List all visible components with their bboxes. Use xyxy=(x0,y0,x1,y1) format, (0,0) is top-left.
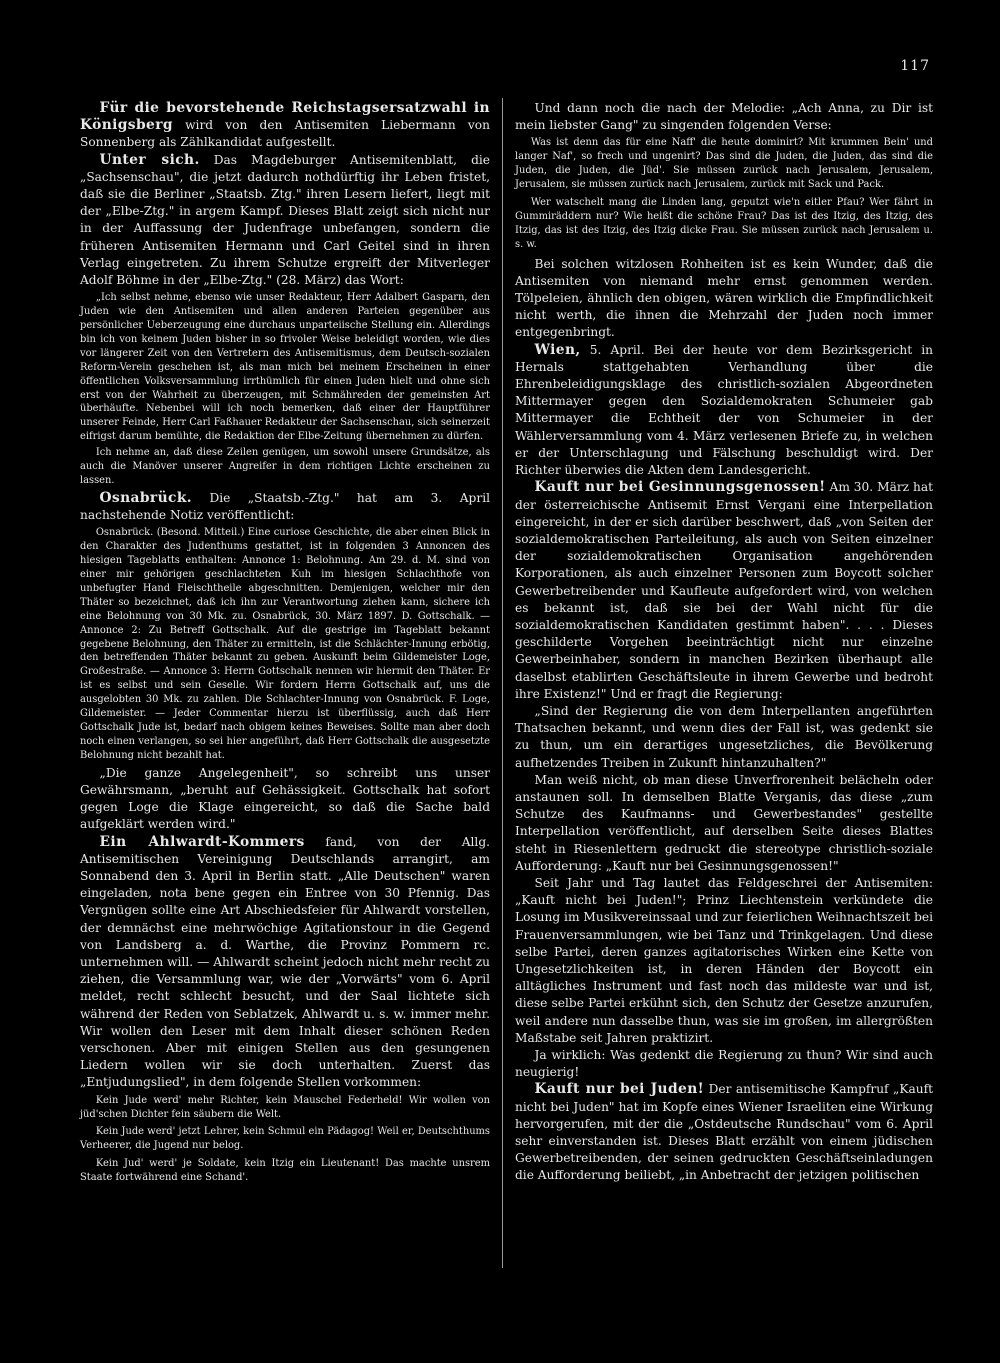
text-wien: 5. April. Bei der heute vor dem Bezirksgericht in Hernals stattgehabten Verhandlung über die Ehrenbeleidigungsklage des christlich-sozialen Abgeordneten Mittermayer gegen den Sozialdemokraten Schumeier gab Mittermayer die Echtheit der von Schumeier in der Wählerversammlung vom 4. März verlesenen Briefe zu, in welchen er der Unterschlagung und Fälschung beschuldigt wird. Der Richter überwies die Akten dem Landesgericht. xyxy=(515,342,933,478)
quote-boehme-end: Ich nehme an, daß diese Zeilen genügen, um sowohl unsere Grundsätze, als auch die Manöver unserer Angreifer in dem richtigen Lichte erscheinen zu lassen. xyxy=(80,447,490,487)
paragraph-unverfrorenheit: Man weiß nicht, ob man diese Unverfrorenheit belächeln oder anstaunen soll. In demselben Blatte Verganis, das diese „zum Schutze des Kaufmanns- und Gewerbestandes" gestellte Interpellation veröffentlicht, auf derselben Seite dieses Blattes steht in Riesenlettern gedruckt die stereotype christlich-soziale Aufforderung: „Kauft nur bei Gesinnungsgenossen!" xyxy=(515,772,933,873)
text-ahlwardt: fand, von der Allg. Antisemitischen Vereinigung Deutschlands arrangirt, am Sonnabend den 3. April in Berlin statt. „Alle Deutschen" waren eingeladen, nota bene gegen ein Entree von 30 Pfennig. Das Vergnügen sollte eine Art Abschiedsfeier für Ahlwardt vorstellen, der demnächst eine mehrwöchige Agitationstour in die Gegend von Landsberg a. d. Warthe, die Provinz Pommern rc. unternehmen will. — Ahlwardt scheint jedoch nicht mehr recht zu ziehen, die Versammlung war, wie der „Vorwärts" vom 6. April meldet, recht schlecht besucht, und der Saal lichtete sich während der Reden von Seblatzek, Ahlwardt u. s. w. immer mehr. Wir wollen den Leser mit dem Inhalt dieser schönen Reden verschonen. Aber mit einigen Stellen aus den gesungenen Liedern wollen wir sie doch unterhalten. Zuerst das „Entjudungslied", in dem folgende Stellen vorkommen: xyxy=(80,834,490,1090)
verse-1: Kein Jude werd' mehr Richter, kein Mauschel Federheld! Wir wollen von jüd'schen Dichter fein säubern die Welt. xyxy=(80,1094,490,1120)
quote-osnabrueck: Osnabrück. (Besond. Mitteil.) Eine curiose Geschichte, die aber einen Blick in den Charakter des Judenthums gestattet, ist in folgenden 3 Annoncen des hiesigen Tageblatts enthalten: Annonce 1: Belohnung. Am 29. d. M. sind von einer mir gehörigen geschlachteten Kuh im hiesigen Schlachthofe von unbefugter Hand Fleischtheile abgeschnitten. Demjenigen, welcher mir den Thäter so bezeichnet, daß ich ihn zur Verantwortung ziehen kann, sichere ich eine Belohnung von 30 Mk. zu. Osnabrück, 30. März 1897. D. Gottschalk. — Annonce 2: Zu Betreff Gottschalk. Auf die gestrige im Tageblatt bekannt gegebene Belohnung, den Thäter zu ermitteln, ist die Schlächter-Innung erbötig, den betreffenden Thäter bekannt zu geben. Auskunft beim Gildemeister Loge, Großestraße. — Annonce 3: Herrn Gottschalk nennen wir hiermit den Thäter. Er ist es selbst und sein Geselle. Wir fordern Herrn Gottschalk auf, uns die ausgelobten 30 Mk. zu zahlen. Die Schlachter-Innung von Osnabrück. F. Loge, Gildemeister. — Jeder Commentar hierzu ist überflüssig, auch daß Herr Gottschalk Jude ist, bedarf nach obigem keines Beweises. Sollte man aber doch noch einen verlangen, so sei hier angeführt, daß Herr Gottschalk die ausgesetzte Belohnung nicht bezahlt hat. xyxy=(80,527,490,761)
heading-koenigsberg: Für die bevorstehende Reichstagsersatzwahl in Königsberg xyxy=(80,100,490,134)
paragraph-melodie: Und dann noch die nach der Melodie: „Ach Anna, zu Dir ist mein liebster Gang" zu singenden folgenden Verse: xyxy=(515,101,933,133)
paragraph-gewaehrsmann: „Die ganze Angelegenheit", so schreibt uns unser Gewährsmann, „beruht auf Gehässigkeit. Gottschalk hat sofort gegen Loge die Klage eingereicht, so daß die Sache bald aufgeklärt werden wird." xyxy=(80,765,490,832)
heading-osnabrueck: Osnabrück. xyxy=(99,489,192,506)
column-rule xyxy=(502,98,503,1268)
verse-2: Kein Jude werd' jetzt Lehrer, kein Schmul ein Pädagog! Weil er, Deutschthums Verheerer, die Jugend nur belog. xyxy=(80,1126,490,1152)
heading-wien: Wien, xyxy=(534,341,581,358)
heading-ahlwardt: Ein Ahlwardt-Kommers xyxy=(99,833,305,850)
verse-itzig: Wer watschelt mang die Linden lang, geputzt wie'n eitler Pfau? Wer fährt in Gummiräddern nur? Wie heißt die schöne Frau? Das ist des Itzig, des Itzig, des Itzig, das ist des Itzig, des Itzig dicke Frau. Sie müssen zurück nach Jerusalem u. s. w. xyxy=(515,197,933,250)
page-number: 117 xyxy=(900,58,930,74)
paragraph-rohheiten: Bei solchen witzlosen Rohheiten ist es kein Wunder, daß die Antisemiten von niemand mehr ernst genommen werden. Tölpeleien, ähnlich den obigen, wären wirklich die Empfindlichkeit nicht werth, die ihnen die Mehrzahl der Juden noch immer entgegenbringt. xyxy=(515,256,933,340)
paragraph-wien xyxy=(515,342,933,480)
quote-boehme: „Ich selbst nehme, ebenso wie unser Redakteur, Herr Adalbert Gasparn, den Juden wie den Antisemiten und allen anderen Parteien gegenüber aus persönlicher Ueberzeugung eine durchaus unparteiische Stellung ein. Allerdings bin ich von keinem Juden bisher in so frivoler Weise beleidigt worden, wie dies vor längerer Zeit von den Vertretern des Antisemitismus, dem Deutsch-sozialen Reform-Verein geschehen ist, als man mich bei meinem Erscheinen in einer öffentlichen Volksversammlung irrthümlich für einen Juden hielt und ohne sich erst von der Wahrheit zu überzeugen, mit Schmähreden der gemeinsten Art überhäufte. Nebenbei will ich noch bemerken, daß einer der Hauptführer unserer Feinde, Herr Carl Faßhauer Redakteur der Sachsenschau, sich seinerzeit eifrigst darum bemühte, die Redaktion der Elbe-Zeitung übernehmen zu dürfen. xyxy=(80,292,490,443)
text-koenigsberg: wird von den Antisemiten Liebermann von Sonnenberg als Zählkandidat aufgestellt. xyxy=(80,118,490,150)
verse-3: Kein Jud' werd' je Soldate, kein Itzig ein Lieutenant! Das machte unsrem Staate fortwährend eine Schand'. xyxy=(80,1158,490,1184)
heading-gesinnungsgenossen: Kauft nur bei Gesinnungsgenossen! xyxy=(534,479,826,496)
paragraph-kauft-bei-juden xyxy=(515,1081,933,1184)
text-gesinnungsgenossen: Am 30. März hat der österreichische Antisemit Ernst Vergani eine Interpellation eingereicht, in der er sich darüber beschwert, daß „von Seiten der sozialdemokratischen Parteileitung, als auch von Seiten einzelner der sozialdemokratischen Organisation angehörenden Korporationen, als auch einzelner Personen zum Boycott solcher Gewerbetreibender und Kaufleute aufgefordert wird, von welchen es bekannt ist, daß sie bei der Wahl nicht für die sozialdemokratischen Kandidaten gestimmt haben". . . . Dieses geschilderte Vorgehen beeinträchtigt nicht nur einzelne Gewerbeinhaber, sondern in manchen Bezirken überhaupt alle daselbst etablirten Geschäftsleute in ihrem Gewerbe und bedroht ihre Existenz!" Und er fragt die Regierung: xyxy=(515,480,933,701)
right-column xyxy=(515,100,933,1185)
paragraph-ahlwardt xyxy=(80,834,490,1092)
text-kauft-bei-juden: Der antisemitische Kampfruf „Kauft nicht bei Juden" hat im Kopfe eines Wiener Israeliten eine Wirkung hervorgerufen, mit der die „Ostdeutsche Rundschau" vom 6. April sehr einverstanden ist. Dieses Blatt erzählt von einem jüdischen Gewerbetreibenden, der seinen gedruckten Geschäftseinladungen die Aufforderung beiliebt, „in Anbetracht der jetzigen politischen xyxy=(515,1082,934,1183)
heading-unter-sich: Unter sich. xyxy=(99,151,200,168)
paragraph-koenigsberg xyxy=(80,100,490,152)
text-unter-sich: Das Magdeburger Antisemitenblatt, die „Sachsenschau", die jetzt dadurch nothdürftig ihr Leben fristet, daß sie die Berliner „Staatsb. Ztg." ihren Lesern liefert, liegt mit der „Elbe-Ztg." in argem Kampf. Dieses Blatt zeigt sich nicht nur in der Auffassung der Judenfrage unbefangen, sondern die früheren Antisemiten Hermann und Carl Geitel sind in ihren Verlag eingetreten. Zu ihrem Schutze ergreift der Mitverleger Adolf Böhme in der „Elbe-Ztg." (28. März) das Wort: xyxy=(80,152,490,288)
paragraph-gesinnungsgenossen xyxy=(515,479,933,703)
paragraph-unter-sich xyxy=(80,152,490,290)
paragraph-interpellation: „Sind der Regierung die von dem Interpellanten angeführten Thatsachen bekannt, und wenn dies der Fall ist, was gedenkt sie zu thun, um ein derartiges ungesetzliches, die Bevölkerung aufhetzendes Treiben in Zukunft hintanzuhalten?" xyxy=(515,703,933,770)
paragraph-osnabrueck xyxy=(80,490,490,524)
verse-naff: Was ist denn das für eine Naff' die heute dominirt? Mit krummen Bein' und langer Naf', so frech und ungenirt? Das sind die Juden, die Juden, das sind die Juden, die Juden, die Jüd'. Sie müssen zurück nach Jerusalem, Jerusalem, Jerusalem, sie müssen zurück nach Jerusalem, zurück mit Sack und Pack. xyxy=(515,137,933,191)
left-column xyxy=(80,100,490,1189)
text-osnabrueck: Die „Staatsb.-Ztg." hat am 3. April nachstehende Notiz veröffentlicht: xyxy=(80,490,490,523)
heading-kauft-bei-juden: Kauft nur bei Juden! xyxy=(534,1081,705,1098)
paragraph-neugierig: Ja wirklich: Was gedenkt die Regierung zu thun? Wir sind auch neugierig! xyxy=(515,1048,933,1080)
paragraph-feldgeschrei: Seit Jahr und Tag lautet das Feldgeschrei der Antisemiten: „Kauft nicht bei Juden!"; Prinz Liechtenstein verkündete die Losung im Musikvereinssaal und zur feierlichen Weihnachtszeit bei Frauenversammlungen, wie bei Tanz und Trinkgelagen. Und diese selbe Partei, deren ganzes agitatorisches Wirken eine Kette von Ungesetzlichkeiten ist, in deren Händen der Boycott ein alltägliches Instrument und fast noch das mildeste war und ist, diese selbe Partei erkühnt sich, den Schutz der Gesetze anzurufen, weil andere nun dasselbe thun, was sie im großen, im allergrößten Maßstabe seit Jahren praktizirt. xyxy=(515,875,934,1045)
